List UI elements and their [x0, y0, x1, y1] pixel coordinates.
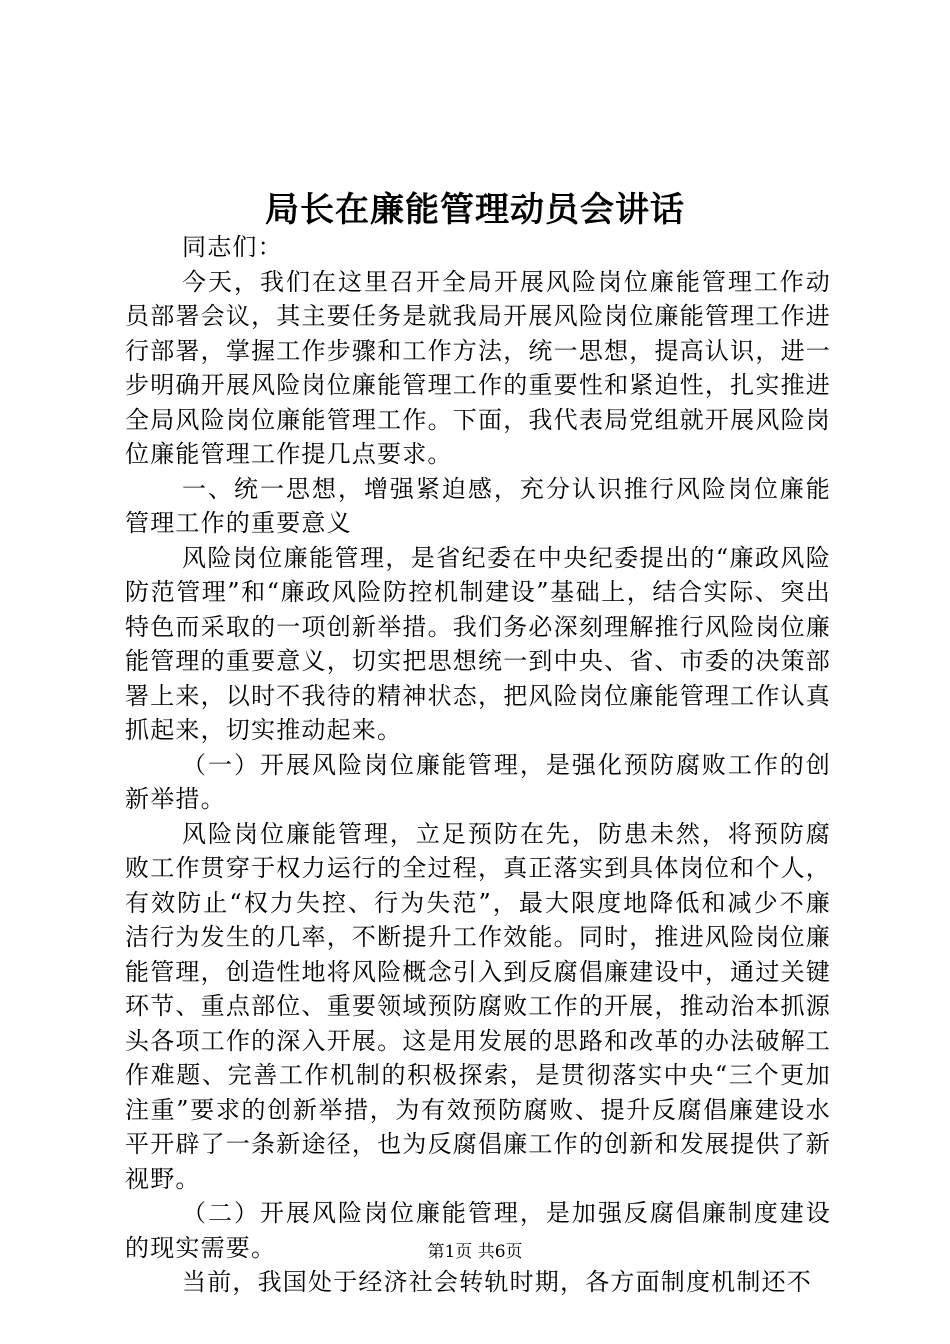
subheading-2: （二）开展风险岗位廉能管理，是加强反腐倡廉制度建设的现实需要。 — [125, 1199, 831, 1262]
paragraph-intro: 今天，我们在这里召开全局开展风险岗位廉能管理工作动员部署会议，其主要任务是就我局开展风险岗位廉能管理工作进行部署，掌握工作步骤和工作方法，统一思想，提高认识，进一步明确开展风险岗位廉能管理工作的重要性和紧迫性，扎实推进全局风险岗位廉能管理工作。下面，我代表局党组就开展风险岗位廉能管理工作提几点要求。 — [125, 267, 831, 468]
subheading-1: （一）开展风险岗位廉能管理，是强化预防腐败工作的创新举措。 — [125, 750, 831, 813]
paragraph-subsection-1: 风险岗位廉能管理，立足预防在先，防患未然，将预防腐败工作贯穿于权力运行的全过程，真正落实到具体岗位和个人，有效防止“权力失控、行为失范”，最大限度地降低和减少不廉洁行为发生的几率，不断提升工作效能。同时，推进风险岗位廉能管理，创造性地将风险概念引入到反腐倡廉建设中，通过关键环节、重点部位、重要领域预防腐败工作的开展，推动治本抓源头各项工作的深入开展。这是用发展的思路和改革的办法破解工作难题、完善工作机制的积极探索，是贯彻落实中央“三个更加注重”要求的创新举措，为有效预防腐败、提升反腐倡廉建设水平开辟了一条新途径，也为反腐倡廉工作的创新和发展提供了新视野。 — [125, 819, 831, 1193]
paragraph-subsection-2: 当前，我国处于经济社会转轨时期，各方面制度机制还不 — [182, 1268, 812, 1296]
paragraph-section-1: 风险岗位廉能管理，是省纪委在中央纪委提出的“廉政风险防范管理”和“廉政风险防控机制建设”基础上，结合实际、突出特色而采取的一项创新举措。我们务必深刻理解推行风险岗位廉能管理的重要意义，切实把思想统一到中央、省、市委的决策部署上来，以时不我待的精神状态，把风险岗位廉能管理工作认真抓起来，切实推动起来。 — [125, 543, 831, 744]
page-number-footer: 第1页 共6页 — [427, 1242, 523, 1262]
document-body — [125, 230, 831, 1300]
paragraph-greeting: 同志们： — [182, 233, 283, 261]
section-heading-1: 一、统一思想，增强紧迫感，充分认识推行风险岗位廉能管理工作的重要意义 — [125, 474, 831, 537]
document-title: 局长在廉能管理动员会讲话 — [265, 190, 685, 230]
